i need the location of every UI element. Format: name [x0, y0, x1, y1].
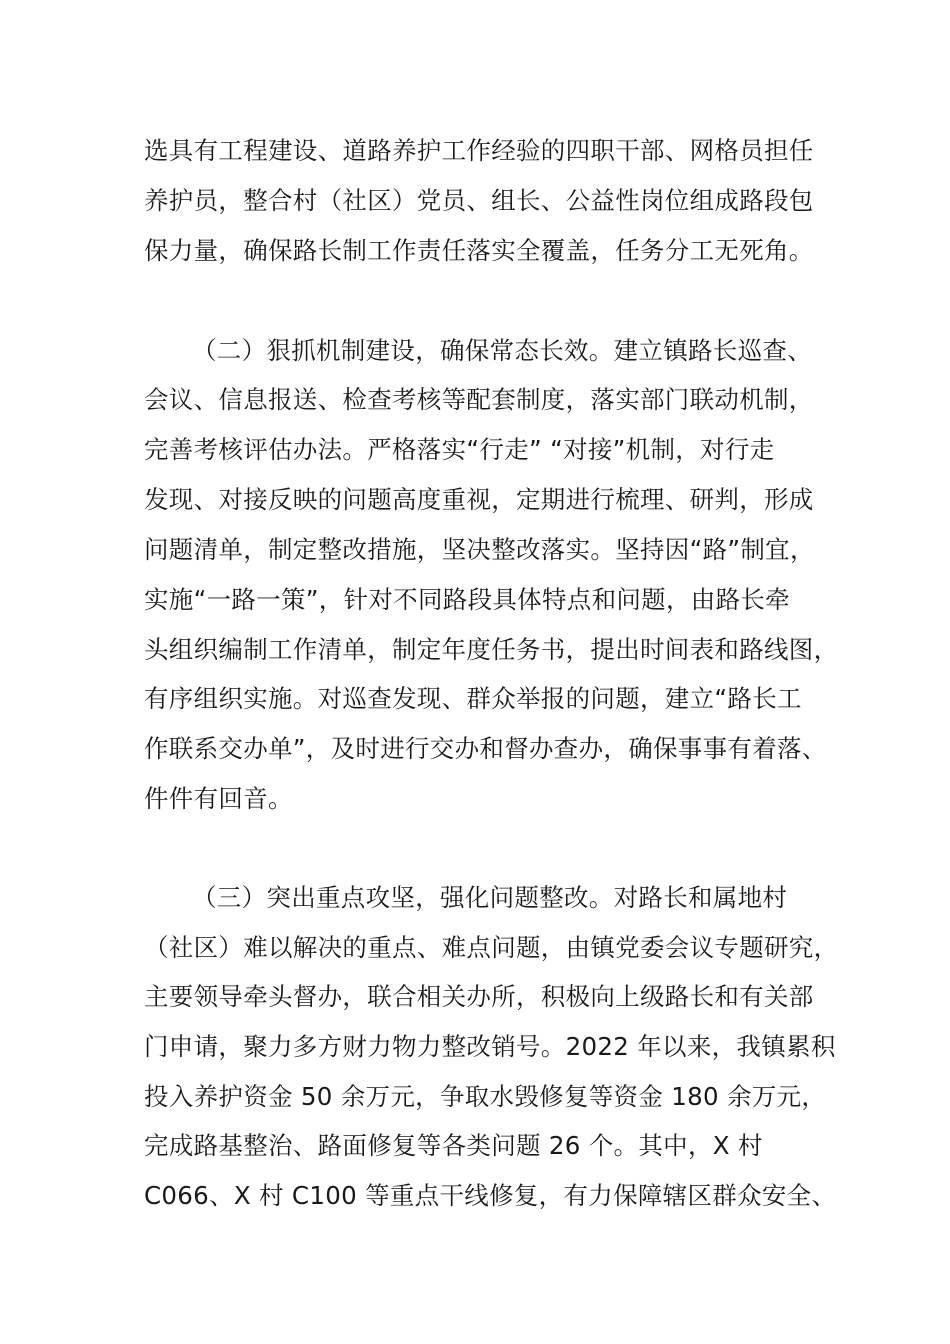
text-line: （二）狠抓机制建设，确保常态长效。建立镇路长巡查、	[192, 336, 812, 365]
text-line: 养护员，整合村（社区）党员、组长、公益性岗位组成路段包	[144, 186, 814, 215]
text-line: 发现、对接反映的问题高度重视，定期进行梳理、研判，形成	[144, 485, 814, 514]
text-line: 实施“一路一策”，针对不同路段具体特点和问题，由路长牵	[144, 585, 790, 614]
text-line: 完成路基整治、路面修复等各类问题 26 个。其中，X 村	[144, 1131, 763, 1160]
text-line: 问题清单，制定整改措施，坚决整改落实。坚持因“路”制宜，	[144, 535, 815, 564]
text-line: （社区）难以解决的重点、难点问题，由镇党委会议专题研究，	[144, 933, 839, 962]
text-line: 完善考核评估办法。严格落实“行走” “对接”机制，对行走	[144, 435, 775, 464]
text-line: 头组织编制工作清单，制定年度任务书，提出时间表和路线图，	[144, 635, 839, 664]
text-line: 件件有回音。	[144, 784, 293, 813]
text-line: 有序组织实施。对巡查发现、群众举报的问题，建立“路长工	[144, 684, 802, 713]
text-line: C066、X 村 C100 等重点干线修复，有力保障辖区群众安全、	[144, 1181, 837, 1210]
text-line: 作联系交办单”，及时进行交办和督办查办，确保事事有着落、	[144, 734, 827, 763]
text-line: 投入养护资金 50 余万元，争取水毁修复等资金 180 余万元，	[144, 1082, 827, 1111]
text-line: 选具有工程建设、道路养护工作经验的四职干部、网格员担任	[144, 136, 814, 165]
text-line: 会议、信息报送、检查考核等配套制度，落实部门联动机制，	[144, 385, 814, 414]
text-line: 主要领导牵头督办，联合相关办所，积极向上级路长和有关部	[144, 982, 814, 1011]
text-line: （三）突出重点攻坚，强化问题整改。对路长和属地村	[192, 883, 788, 912]
text-line: 保力量，确保路长制工作责任落实全覆盖，任务分工无死角。	[144, 236, 814, 265]
text-line: 门申请，聚力多方财力物力整改销号。2022 年以来，我镇累积	[144, 1032, 836, 1061]
